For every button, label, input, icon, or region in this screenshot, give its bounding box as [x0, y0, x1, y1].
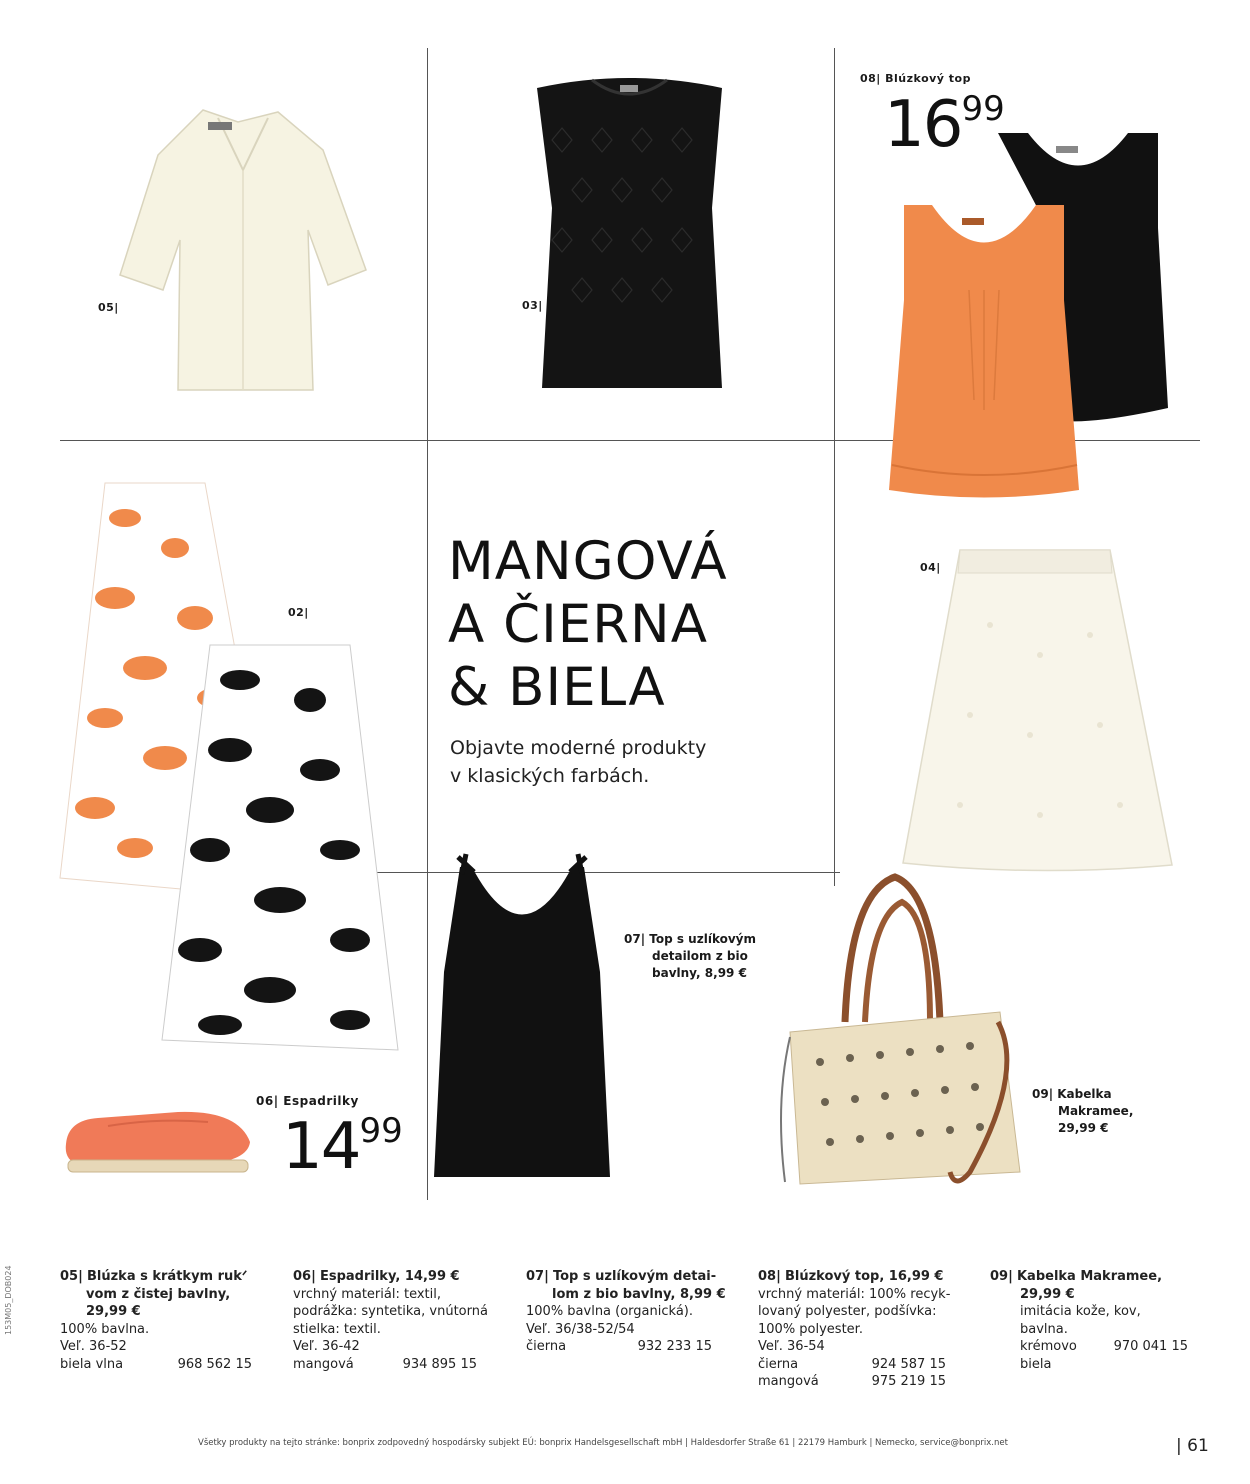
description-08-variant-1	[758, 1356, 946, 1374]
description-05	[60, 1268, 252, 1373]
description-09	[990, 1268, 1188, 1373]
description-08-line-4: Veľ. 36-54	[758, 1339, 825, 1354]
item-02-label: 02|	[288, 606, 309, 619]
description-05-head-line-2: vom z čistej bavlny,	[86, 1286, 231, 1302]
hero-subtitle-line-2: v klasických farbách.	[450, 765, 650, 787]
variant-color: krémovo	[1020, 1339, 1077, 1354]
black-knit-top-image	[532, 68, 727, 398]
item-07-caption	[624, 931, 756, 982]
side-code: 153M05_DOB024	[4, 1265, 13, 1335]
variant-code: 932 233 15	[637, 1339, 712, 1354]
item-07-caption-line-1: 07| Top s uzlíkovým	[624, 932, 756, 946]
description-06-variant-1	[293, 1356, 477, 1374]
description-09-num: 09|	[990, 1269, 1013, 1284]
description-08-line-2: lovaný polyester, podšívka:	[758, 1304, 937, 1319]
description-06-num: 06|	[293, 1269, 316, 1284]
description-05-head-line-1: Blúzka s krátkym rukᐟ	[86, 1269, 248, 1284]
grid-rule-vertical-left	[427, 48, 428, 1200]
price-top-08-main: 16	[884, 88, 962, 162]
description-05-variant-1	[60, 1356, 252, 1374]
item-09-caption	[1032, 1086, 1133, 1137]
item-07-caption-line-3: bavlny, 8,99 €	[652, 966, 747, 980]
price-espadrilky-06-cents: 99	[359, 1111, 403, 1151]
item-07-caption-line-2: detailom z bio	[652, 949, 748, 963]
description-08-head-line-1: Blúzkový top, 16,99 €	[784, 1269, 944, 1284]
item-08-label: 08| Blúzkový top	[860, 72, 971, 85]
hero-title-line-3: & BIELA	[448, 657, 666, 718]
description-07-head-line-2: lom z bio bavlny, 8,99 €	[552, 1286, 726, 1302]
description-06-line-1: vrchný materiál: textil,	[293, 1286, 441, 1302]
description-08	[758, 1268, 958, 1391]
description-05-num: 05|	[60, 1269, 83, 1284]
white-skirt-image	[900, 545, 1175, 875]
description-08-head	[758, 1268, 958, 1286]
description-08-line-1: vrchný materiál: 100% recyk-	[758, 1286, 951, 1302]
item-03-label: 03|	[522, 299, 543, 312]
description-08-variant-2	[758, 1373, 946, 1391]
description-06-line-3: stielka: textil.	[293, 1321, 381, 1337]
description-05-line-1: 100% bavlna.	[60, 1321, 150, 1337]
description-08-num: 08|	[758, 1269, 781, 1284]
footer-legal-text: Všetky produkty na tejto stránke: bonprix zodpovedný hospodársky subjekt EÚ: bonprix Handelsgesellschaft mbH | Haldesdorfer Straße 61 | 22179 Hamburk | Nemecko, service@bonprix.net	[198, 1438, 1008, 1448]
variant-code: 975 219 15	[871, 1374, 946, 1389]
hero-subtitle-line-1: Objavte moderné produkty	[450, 737, 707, 759]
mango-blouse-top-image	[884, 200, 1084, 500]
item-09-caption-line-1: 09| Kabelka	[1032, 1087, 1112, 1101]
description-07-head	[526, 1268, 726, 1303]
description-09-head-line-2: 29,99 €	[1020, 1286, 1075, 1302]
espadrille-shoe-image	[58, 1102, 258, 1182]
item-04-label: 04|	[920, 561, 941, 574]
description-05-head-line-3: 29,99 €	[86, 1304, 141, 1319]
description-08-line-3: 100% polyester.	[758, 1321, 863, 1337]
description-07-line-1: 100% bavlna (organická).	[526, 1304, 693, 1319]
item-06-label: 06| Espadrilky	[256, 1094, 359, 1108]
price-espadrilky-06	[282, 1110, 403, 1184]
hero-title	[448, 530, 728, 719]
description-07-head-line-1: Top s uzlíkovým detai-	[552, 1269, 717, 1284]
price-top-08	[884, 88, 1005, 162]
cream-blouse-image	[108, 100, 378, 400]
item-09-caption-line-2: Makramee,	[1058, 1104, 1134, 1118]
macrame-bag-image	[770, 872, 1030, 1192]
variant-code: 924 587 15	[871, 1356, 946, 1372]
description-07-variant-1	[526, 1338, 712, 1356]
item-09-caption-line-3: 29,99 €	[1058, 1121, 1109, 1135]
variant-code: 970 041 15	[1113, 1339, 1188, 1354]
variant-code: 968 562 15	[177, 1356, 252, 1372]
description-06-line-4: Veľ. 36-42	[293, 1339, 360, 1354]
variant-color: mangová	[293, 1356, 354, 1372]
variant-color: čierna	[758, 1356, 799, 1372]
description-09-head-line-1: Kabelka Makramee,	[1016, 1269, 1163, 1284]
description-09-variant-1	[990, 1338, 1188, 1356]
price-espadrilky-06-main: 14	[282, 1110, 360, 1184]
hero-title-line-1: MANGOVÁ	[448, 531, 728, 592]
description-06-line-2: podrážka: syntetika, vnútorná	[293, 1304, 488, 1319]
description-09-variant-2	[990, 1356, 1188, 1374]
price-top-08-cents: 99	[961, 89, 1005, 129]
description-06-head	[293, 1268, 493, 1286]
description-07	[526, 1268, 726, 1356]
description-09-line-1: imitácia kože, kov, bavlna.	[1020, 1304, 1141, 1337]
variant-color: mangová	[758, 1374, 819, 1389]
variant-code: 934 895 15	[402, 1356, 477, 1372]
description-06-head-line-1: Espadrilky, 14,99 €	[319, 1269, 460, 1284]
variant-color: čierna	[526, 1339, 567, 1354]
description-07-num: 07|	[526, 1269, 549, 1284]
variant-color: biela	[1020, 1356, 1052, 1372]
description-05-head	[60, 1268, 252, 1321]
variant-color: biela vlna	[60, 1356, 124, 1372]
description-07-line-2: Veľ. 36/38-52/54	[526, 1321, 635, 1337]
item-05-label: 05|	[98, 301, 119, 314]
description-09-head	[990, 1268, 1188, 1303]
description-06	[293, 1268, 493, 1373]
grid-rule-vertical-right	[834, 48, 835, 886]
page-number: | 61	[1176, 1436, 1209, 1456]
hero-title-line-2: A ČIERNA	[448, 594, 708, 655]
description-05-line-2: Veľ. 36-52	[60, 1339, 127, 1354]
hero-subtitle	[450, 734, 706, 790]
black-white-floral-skirt-image	[160, 640, 400, 1060]
black-knot-top-image	[432, 852, 612, 1182]
